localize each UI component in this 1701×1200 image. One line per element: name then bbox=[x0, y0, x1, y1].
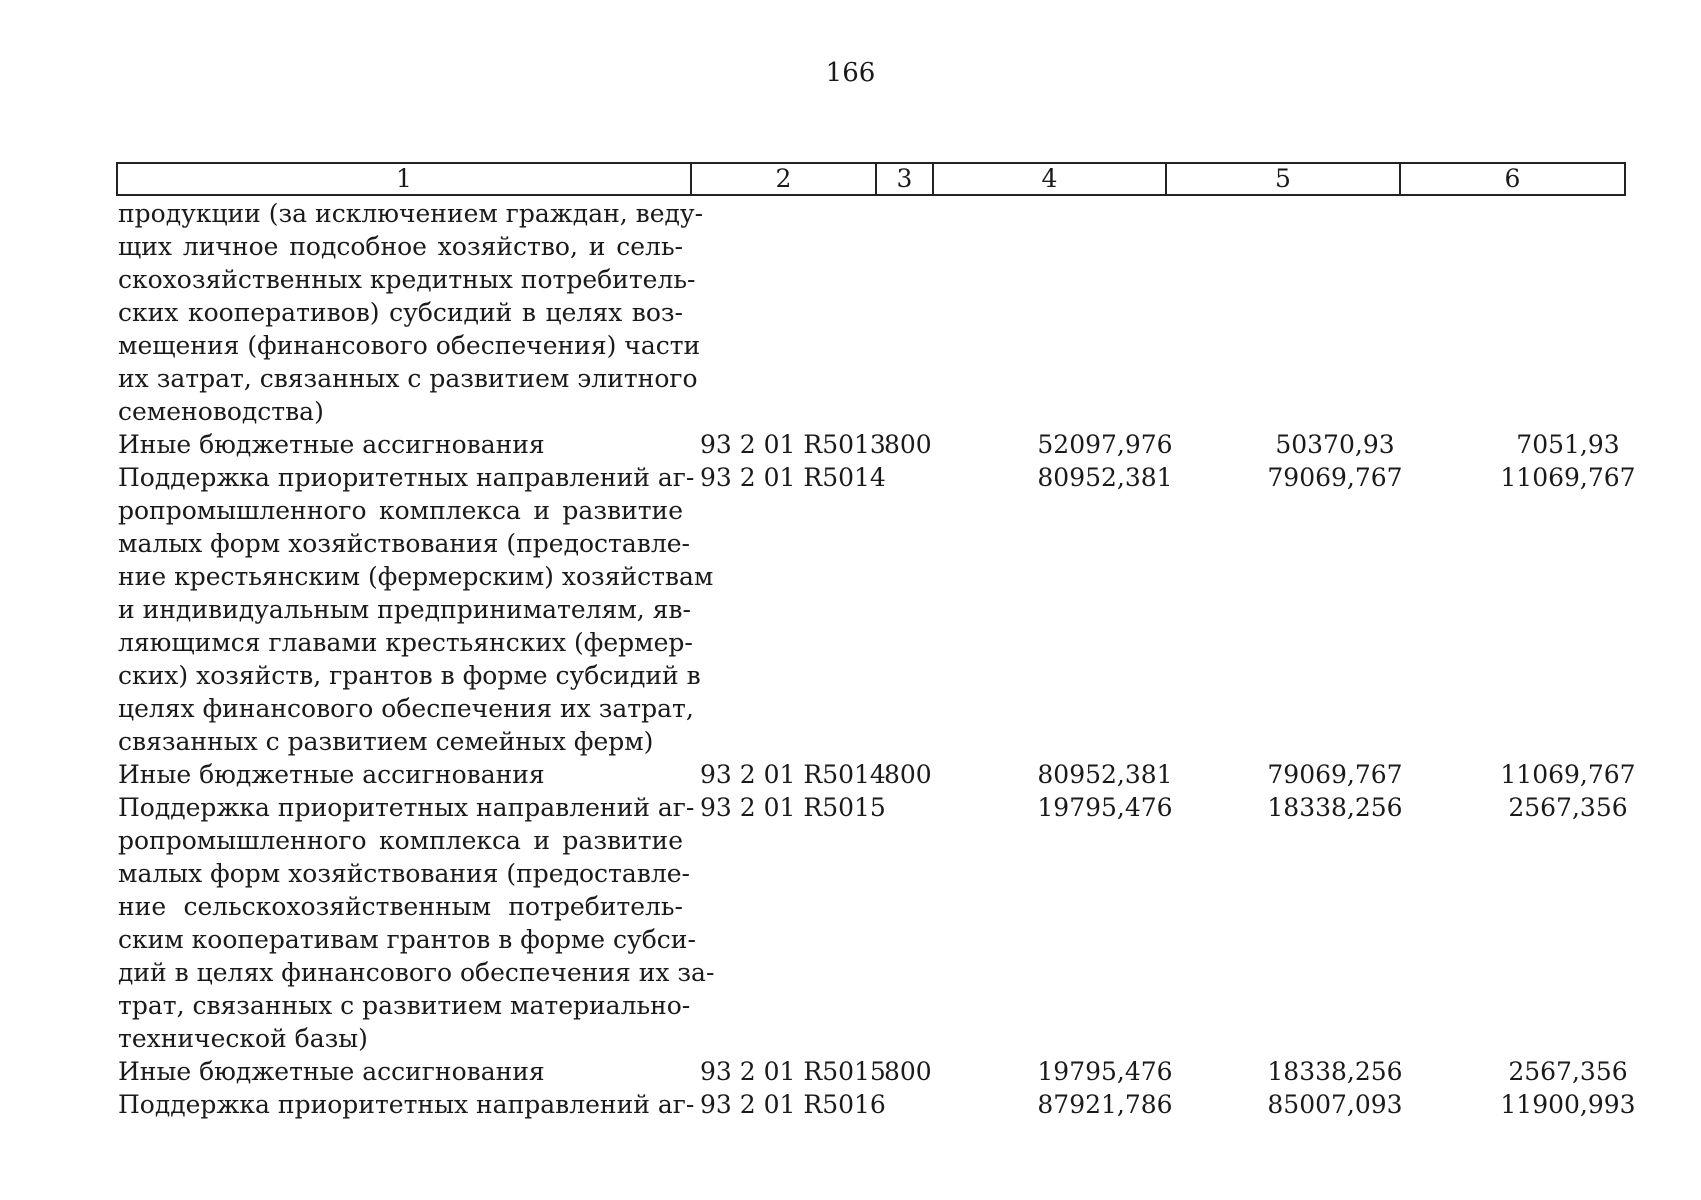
amount-col-6: 11069,767 bbox=[1500, 760, 1636, 789]
budget-code: 93 2 01 R5014 bbox=[700, 760, 886, 789]
description-line: ских) хозяйств, грантов в форме субсидий в bbox=[118, 661, 701, 690]
description-line: щих личное подсобное хозяйство, и сель- bbox=[118, 232, 683, 261]
description-line: ским кооперативам грантов в форме субси- bbox=[118, 925, 696, 954]
amount-col-6: 11900,993 bbox=[1500, 1090, 1636, 1119]
expense-type: 800 bbox=[884, 430, 932, 459]
description-line: скохозяйственных кредитных потребитель- bbox=[118, 265, 696, 294]
row-description bbox=[118, 197, 704, 428]
table-row bbox=[118, 1055, 1628, 1088]
header-col-4: 4 bbox=[934, 164, 1167, 194]
table-row bbox=[118, 197, 1628, 428]
row-description bbox=[118, 758, 683, 791]
amount-col-6: 11069,767 bbox=[1500, 463, 1636, 492]
header-col-1: 1 bbox=[118, 164, 692, 194]
description-line: технической базы) bbox=[118, 1024, 368, 1053]
table-row bbox=[118, 1088, 1636, 1121]
description-line: ляющимся главами крестьянских (фермер- bbox=[118, 628, 693, 657]
table-body bbox=[118, 197, 1636, 1121]
amount-col-4: 87921,786 bbox=[1037, 1090, 1173, 1119]
description-line: ние сельскохозяйственным потребитель- bbox=[118, 892, 683, 921]
description-line: ских кооперативов) субсидий в целях воз- bbox=[118, 298, 683, 327]
table-row bbox=[118, 428, 1628, 461]
description-line: малых форм хозяйствования (предоставле- bbox=[118, 859, 690, 888]
amount-col-4: 80952,381 bbox=[1037, 463, 1173, 492]
description-line: ропромышленного комплекса и развитие bbox=[118, 826, 683, 855]
description-line: ропромышленного комплекса и развитие bbox=[118, 496, 683, 525]
table-header bbox=[116, 162, 1626, 196]
amount-col-4: 52097,976 bbox=[1037, 430, 1173, 459]
description-line: Иные бюджетные ассигнования bbox=[118, 1057, 545, 1086]
row-description bbox=[118, 1055, 683, 1088]
page-number: 166 bbox=[825, 58, 876, 88]
description-line: связанных с развитием семейных ферм) bbox=[118, 727, 654, 756]
description-line: Поддержка приоритетных направлений аг- bbox=[118, 793, 695, 822]
amount-col-4: 80952,381 bbox=[1037, 760, 1173, 789]
description-line: малых форм хозяйствования (предоставле- bbox=[118, 529, 690, 558]
budget-code: 93 2 01 R5014 bbox=[700, 463, 886, 492]
description-line: ние крестьянским (фермерским) хозяйствам bbox=[118, 562, 714, 591]
budget-code: 93 2 01 R5016 bbox=[700, 1090, 886, 1119]
description-line: семеноводства) bbox=[118, 397, 324, 426]
description-line: трат, связанных с развитием материально- bbox=[118, 991, 691, 1020]
row-description bbox=[118, 1088, 695, 1121]
description-line: продукции (за исключением граждан, веду- bbox=[118, 199, 704, 228]
table-row bbox=[118, 461, 1636, 758]
description-line: Иные бюджетные ассигнования bbox=[118, 760, 545, 789]
budget-code: 93 2 01 R5015 bbox=[700, 793, 886, 822]
row-description bbox=[118, 428, 683, 461]
description-line: целях финансового обеспечения их затрат, bbox=[118, 694, 694, 723]
table-row bbox=[118, 791, 1628, 1055]
header-col-2: 2 bbox=[692, 164, 877, 194]
budget-code: 93 2 01 R5015 bbox=[700, 1057, 886, 1086]
header-col-5: 5 bbox=[1167, 164, 1401, 194]
amount-col-5: 79069,767 bbox=[1267, 760, 1403, 789]
amount-col-5: 79069,767 bbox=[1267, 463, 1403, 492]
description-line: Поддержка приоритетных направлений аг- bbox=[118, 1090, 695, 1119]
amount-col-5: 85007,093 bbox=[1267, 1090, 1403, 1119]
budget-code: 93 2 01 R5013 bbox=[700, 430, 886, 459]
row-description bbox=[118, 461, 714, 758]
description-line: их затрат, связанных с развитием элитного bbox=[118, 364, 698, 393]
header-col-3: 3 bbox=[877, 164, 934, 194]
expense-type: 800 bbox=[884, 1057, 932, 1086]
description-line: мещения (финансового обеспечения) части bbox=[118, 331, 701, 360]
amount-col-4: 19795,476 bbox=[1037, 1057, 1173, 1086]
amount-col-5: 18338,256 bbox=[1267, 793, 1403, 822]
description-line: Поддержка приоритетных направлений аг- bbox=[118, 463, 695, 492]
description-line: дий в целях финансового обеспечения их за- bbox=[118, 958, 715, 987]
header-col-6: 6 bbox=[1504, 164, 1521, 193]
description-line: и индивидуальным предпринимателям, яв- bbox=[118, 595, 691, 624]
amount-col-6: 2567,356 bbox=[1508, 1057, 1628, 1086]
amount-col-5: 50370,93 bbox=[1275, 430, 1395, 459]
expense-type: 800 bbox=[884, 760, 932, 789]
amount-col-6: 2567,356 bbox=[1508, 793, 1628, 822]
table-row bbox=[118, 758, 1636, 791]
row-description bbox=[118, 791, 715, 1055]
description-line: Иные бюджетные ассигнования bbox=[118, 430, 545, 459]
amount-col-6: 7051,93 bbox=[1516, 430, 1620, 459]
amount-col-5: 18338,256 bbox=[1267, 1057, 1403, 1086]
amount-col-4: 19795,476 bbox=[1037, 793, 1173, 822]
